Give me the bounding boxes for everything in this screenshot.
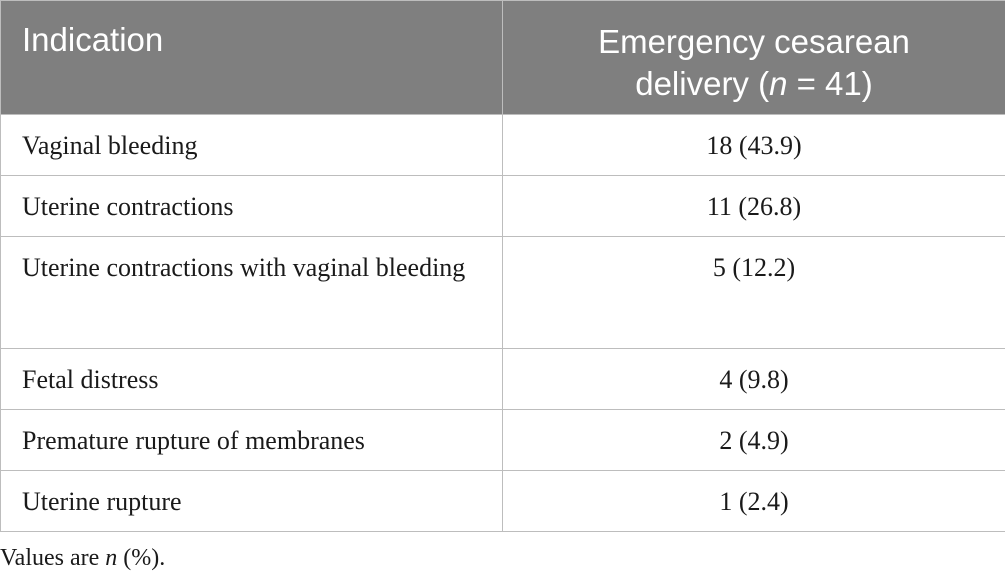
header-line-2 <box>503 63 1005 105</box>
row-value: 1 (2.4) <box>503 471 1005 532</box>
footnote-n-symbol: n <box>105 545 118 571</box>
footnote-suffix: (%). <box>117 545 166 571</box>
table-header <box>1 1 1005 115</box>
table-row <box>1 471 1005 532</box>
header-indication: Indication <box>1 1 503 115</box>
table-row <box>1 176 1005 237</box>
header-line-2-suffix: = 41) <box>787 65 873 102</box>
table-row <box>1 115 1005 176</box>
table-row <box>1 410 1005 471</box>
row-indication: Fetal distress <box>1 349 503 410</box>
row-value: 2 (4.9) <box>503 410 1005 471</box>
row-indication: Uterine contractions with vaginal bleeding <box>1 237 503 349</box>
row-value: 4 (9.8) <box>503 349 1005 410</box>
header-emergency-cesarean <box>503 1 1005 115</box>
header-row <box>1 1 1005 115</box>
row-value: 18 (43.9) <box>503 115 1005 176</box>
table-row <box>1 237 1005 349</box>
row-value: 11 (26.8) <box>503 176 1005 237</box>
table-row <box>1 349 1005 410</box>
table-footnote <box>0 545 165 572</box>
table-body <box>1 115 1005 532</box>
row-value: 5 (12.2) <box>503 237 1005 349</box>
row-indication: Premature rupture of membranes <box>1 410 503 471</box>
footnote-prefix: Values are <box>0 545 106 571</box>
header-n-symbol: n <box>769 65 788 102</box>
row-indication: Vaginal bleeding <box>1 115 503 176</box>
row-indication: Uterine contractions <box>1 176 503 237</box>
header-line-2-prefix: delivery ( <box>635 65 770 102</box>
row-indication: Uterine rupture <box>1 471 503 532</box>
header-line-1: Emergency cesarean <box>598 23 910 60</box>
